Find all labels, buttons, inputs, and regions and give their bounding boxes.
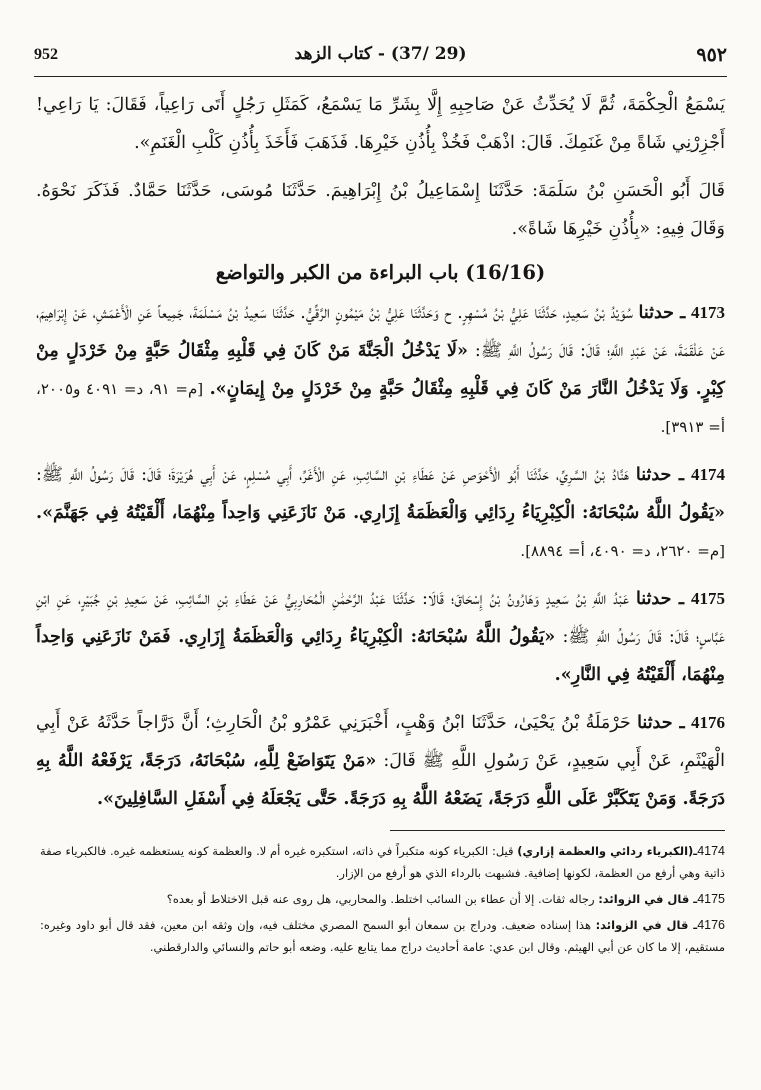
hadith-4175 xyxy=(36,580,725,694)
main-text xyxy=(36,86,725,818)
hadith-number: 4174 xyxy=(691,465,725,484)
chapter-title: (16/16) باب البراءة من الكبر والتواضع xyxy=(215,261,546,284)
hadith-4174 xyxy=(36,456,725,570)
hadith-isnad: حَرْمَلَةُ بْنُ يَحْيَىٰ، حَدَّثَنَا ابْنُ وَهْبٍ، أَخْبَرَنِي عَمْرُو بْنُ الْحَارِثِ؛ أَنَّ دَرَّاجاً حَدَّثَهُ عَنْ أَبِي الْهَيْثَمِ، عَنْ أَبِي سَعِيدٍ، عَنْ رَسُولِ اللَّهِ ﷺ قَالَ: xyxy=(36,713,725,771)
footnote-number: 4176 xyxy=(697,918,726,932)
running-title: (29 /37) - كتاب الزهد xyxy=(294,44,467,64)
hadith-4173 xyxy=(36,294,725,446)
intro-paragraph-1: يَسْمَعُ الْحِكْمَةَ، ثُمَّ لَا يُحَدِّثُ عَنْ صَاحِبِهِ إِلَّا بِشَرِّ مَا يَسْمَعُ، كَمَثَلِ رَجُلٍ أَتَى رَاعِياً، فَقَالَ: يَا رَاعِي! أَجْزِرْنِي شَاةً مِنْ غَنَمِكَ. قَالَ: اذْهَبْ فَخُذْ بِأُذُنِ خَيْرِهَا. فَذَهَبَ فَأَخَذَ بِأُذُنِ كَلْبِ الْغَنَمِ». xyxy=(36,95,725,153)
hadith-isnad: هَنَّادُ بْنُ السَّرِيِّ، حَدَّثَنَا أَبُو الْأَحْوَصِ عَنْ عَطَاءِ بْنِ السَّائِبِ، عَنِ الْأَغَرِّ، أَبِي مُسْلِمٍ، عَنْ أَبِي هُرَيْرَةَ؛ قَالَ: قَالَ رَسُولُ اللَّهِ ﷺ: xyxy=(36,465,629,485)
footnote-label: ـ قال في الزوائد: xyxy=(598,892,698,906)
footnote-text: هذا إسناده ضعيف. ودراج بن سمعان أبو السمح المصري مختلف فيه، وإن وثقه ابن معين، فقد قال أبو داود وغيره: مستقيم، إلا ما كان عن أبي الهيثم. وقال ابن عدي: عامة أحاديث دراج مما يتابع عليه. وضعه أبو حاتم والنسائي والدارقطني. xyxy=(40,918,725,954)
footnote-4174 xyxy=(40,840,725,884)
hadith-reference: [م= ٩١، د= ٤٠٩١ و٢٠٠٥، أ= ٣٩١٣]. xyxy=(36,380,725,436)
hadith-matn: «لَا يَدْخُلُ الْجَنَّةَ مَنْ كَانَ فِي قَلْبِهِ مِثْقَالُ حَبَّةٍ مِنْ خَرْدَلٍ مِنْ كِبْرٍ. وَلَا يَدْخُلُ النَّارَ مَنْ كَانَ فِي قَلْبِهِ مِثْقَالُ حَبَّةٍ مِنْ خَرْدَلٍ مِنْ إِيمَانٍ». xyxy=(36,341,725,399)
footnote-divider xyxy=(390,830,725,831)
hadith-4176 xyxy=(36,704,725,818)
page-header xyxy=(34,36,727,77)
footnote-text: قيل: الكبرياء كونه متكبراً في ذاته، استكبره غيره أم لا. والعظمة كونه يستعظمه غيره. فالكبرياء صفة ذاتية وهي أرفع من العظمة، لكونها إضافية. فشبهت بالرداء الذي هو أرفع من الإزار. xyxy=(40,844,725,880)
intro-paragraph-2: قَالَ أَبُو الْحَسَنِ بْنُ سَلَمَةَ: حَدَّثَنَا إِسْمَاعِيلُ بْنُ إِبْرَاهِيمَ. حَدَّثَنَا مُوسَى، حَدَّثَنَا حَمَّادٌ. فَذَكَرَ نَحْوَهُ. وَقَالَ فِيهِ: «بِأُذُنِ خَيْرِهَا شَاةً». xyxy=(36,181,725,239)
footnote-number: 4175 xyxy=(697,892,725,906)
footnote-label: ـ(الكبرياء ردائي والعظمة إزاري) xyxy=(517,844,698,858)
hadith-matn: «يَقُولُ اللَّهُ سُبْحَانَهُ: الْكِبْرِيَاءُ رِدَائِي وَالْعَظَمَةُ إِزَارِي. فَمَنْ نَازَعَنِي وَاحِداً مِنْهُمَا، أَلْقَيْتُهُ فِي النَّارِ». xyxy=(36,627,725,685)
hadith-number: 4175 xyxy=(690,589,725,608)
footnote-4176 xyxy=(40,914,725,958)
hadith-matn: «يَقُولُ اللَّهُ سُبْحَانَهُ: الْكِبْرِيَاءُ رِدَائِي وَالْعَظَمَةُ إِزَارِي. مَنْ نَازَعَنِي وَاحِداً مِنْهُمَا، أَلْقَيْتُهُ فِي جَهَنَّمَ». xyxy=(36,503,725,523)
hadith-lead: ـ حدثنا xyxy=(635,465,685,485)
footnote-number: 4174 xyxy=(697,844,726,858)
hadith-isnad: عَبْدُ اللَّهِ بْنُ سَعِيدٍ وَهَارُونُ بْنُ إِسْحَاقَ؛ قَالَا: حَدَّثَنَا عَبْدُ الرَّحْمَٰنِ الْمُحَارِبِيُّ عَنْ عَطَاءِ بْنِ السَّائِبِ، عَنْ سَعِيدِ بْنِ جُبَيْرٍ، عَنِ ابْنِ عَبَّاسٍ؛ قَالَ: قَالَ رَسُولُ اللَّهِ ﷺ: xyxy=(36,589,725,647)
footnotes xyxy=(40,840,725,962)
hadith-matn: «مَنْ يَتَوَاضَعْ لِلَّهِ، سُبْحَانَهُ، دَرَجَةً، يَرْفَعْهُ اللَّهُ بِهِ دَرَجَةً. وَمَنْ يَتَكَبَّرْ عَلَى اللَّهِ دَرَجَةً، يَضَعْهُ اللَّهُ بِهِ دَرَجَةً. حَتَّى يَجْعَلَهُ فِي أَسْفَلِ السَّافِلِينَ». xyxy=(36,751,725,809)
hadith-reference: [م= ٢٦٢٠، د= ٤٠٩٠، أ= ٨٨٩٤]. xyxy=(520,542,725,560)
hadith-isnad: سُوَيْدُ بْنُ سَعِيدٍ، حَدَّثَنَا عَلِيُّ بْنُ مُسْهِرٍ. ح وَحَدَّثَنَا عَلِيُّ بْنُ مَيْمُونٍ الرَّقِّيُّ. حَدَّثَنَا سَعِيدُ بْنُ مَسْلَمَةَ، جَمِيعاً عَنِ الْأَعْمَشِ، عَنْ إِبْرَاهِيمَ، عَنْ عَلْقَمَةَ، عَنْ عَبْدِ اللَّهِ؛ قَالَ: قَالَ رَسُولُ اللَّهِ ﷺ: xyxy=(36,303,725,361)
footnote-text: رجاله ثقات. إلا أن عطاء بن السائب اختلط. والمحاربي، هل روى عنه قبل الاختلاط أو بعده؟ xyxy=(166,892,595,906)
hadith-lead: ـ حدثنا xyxy=(638,303,686,323)
hadith-number: 4176 xyxy=(690,713,725,732)
page-number-arabic: ٩٥٢ xyxy=(696,44,727,66)
hadith-lead: ـ حدثنا xyxy=(635,589,685,609)
footnote-4175 xyxy=(40,888,725,910)
page-number-latin: 952 xyxy=(34,46,58,63)
hadith-number: 4173 xyxy=(690,303,725,322)
hadith-lead: ـ حدثنا xyxy=(637,713,685,733)
footnote-label: ـ قال في الزوائد: xyxy=(595,918,698,932)
